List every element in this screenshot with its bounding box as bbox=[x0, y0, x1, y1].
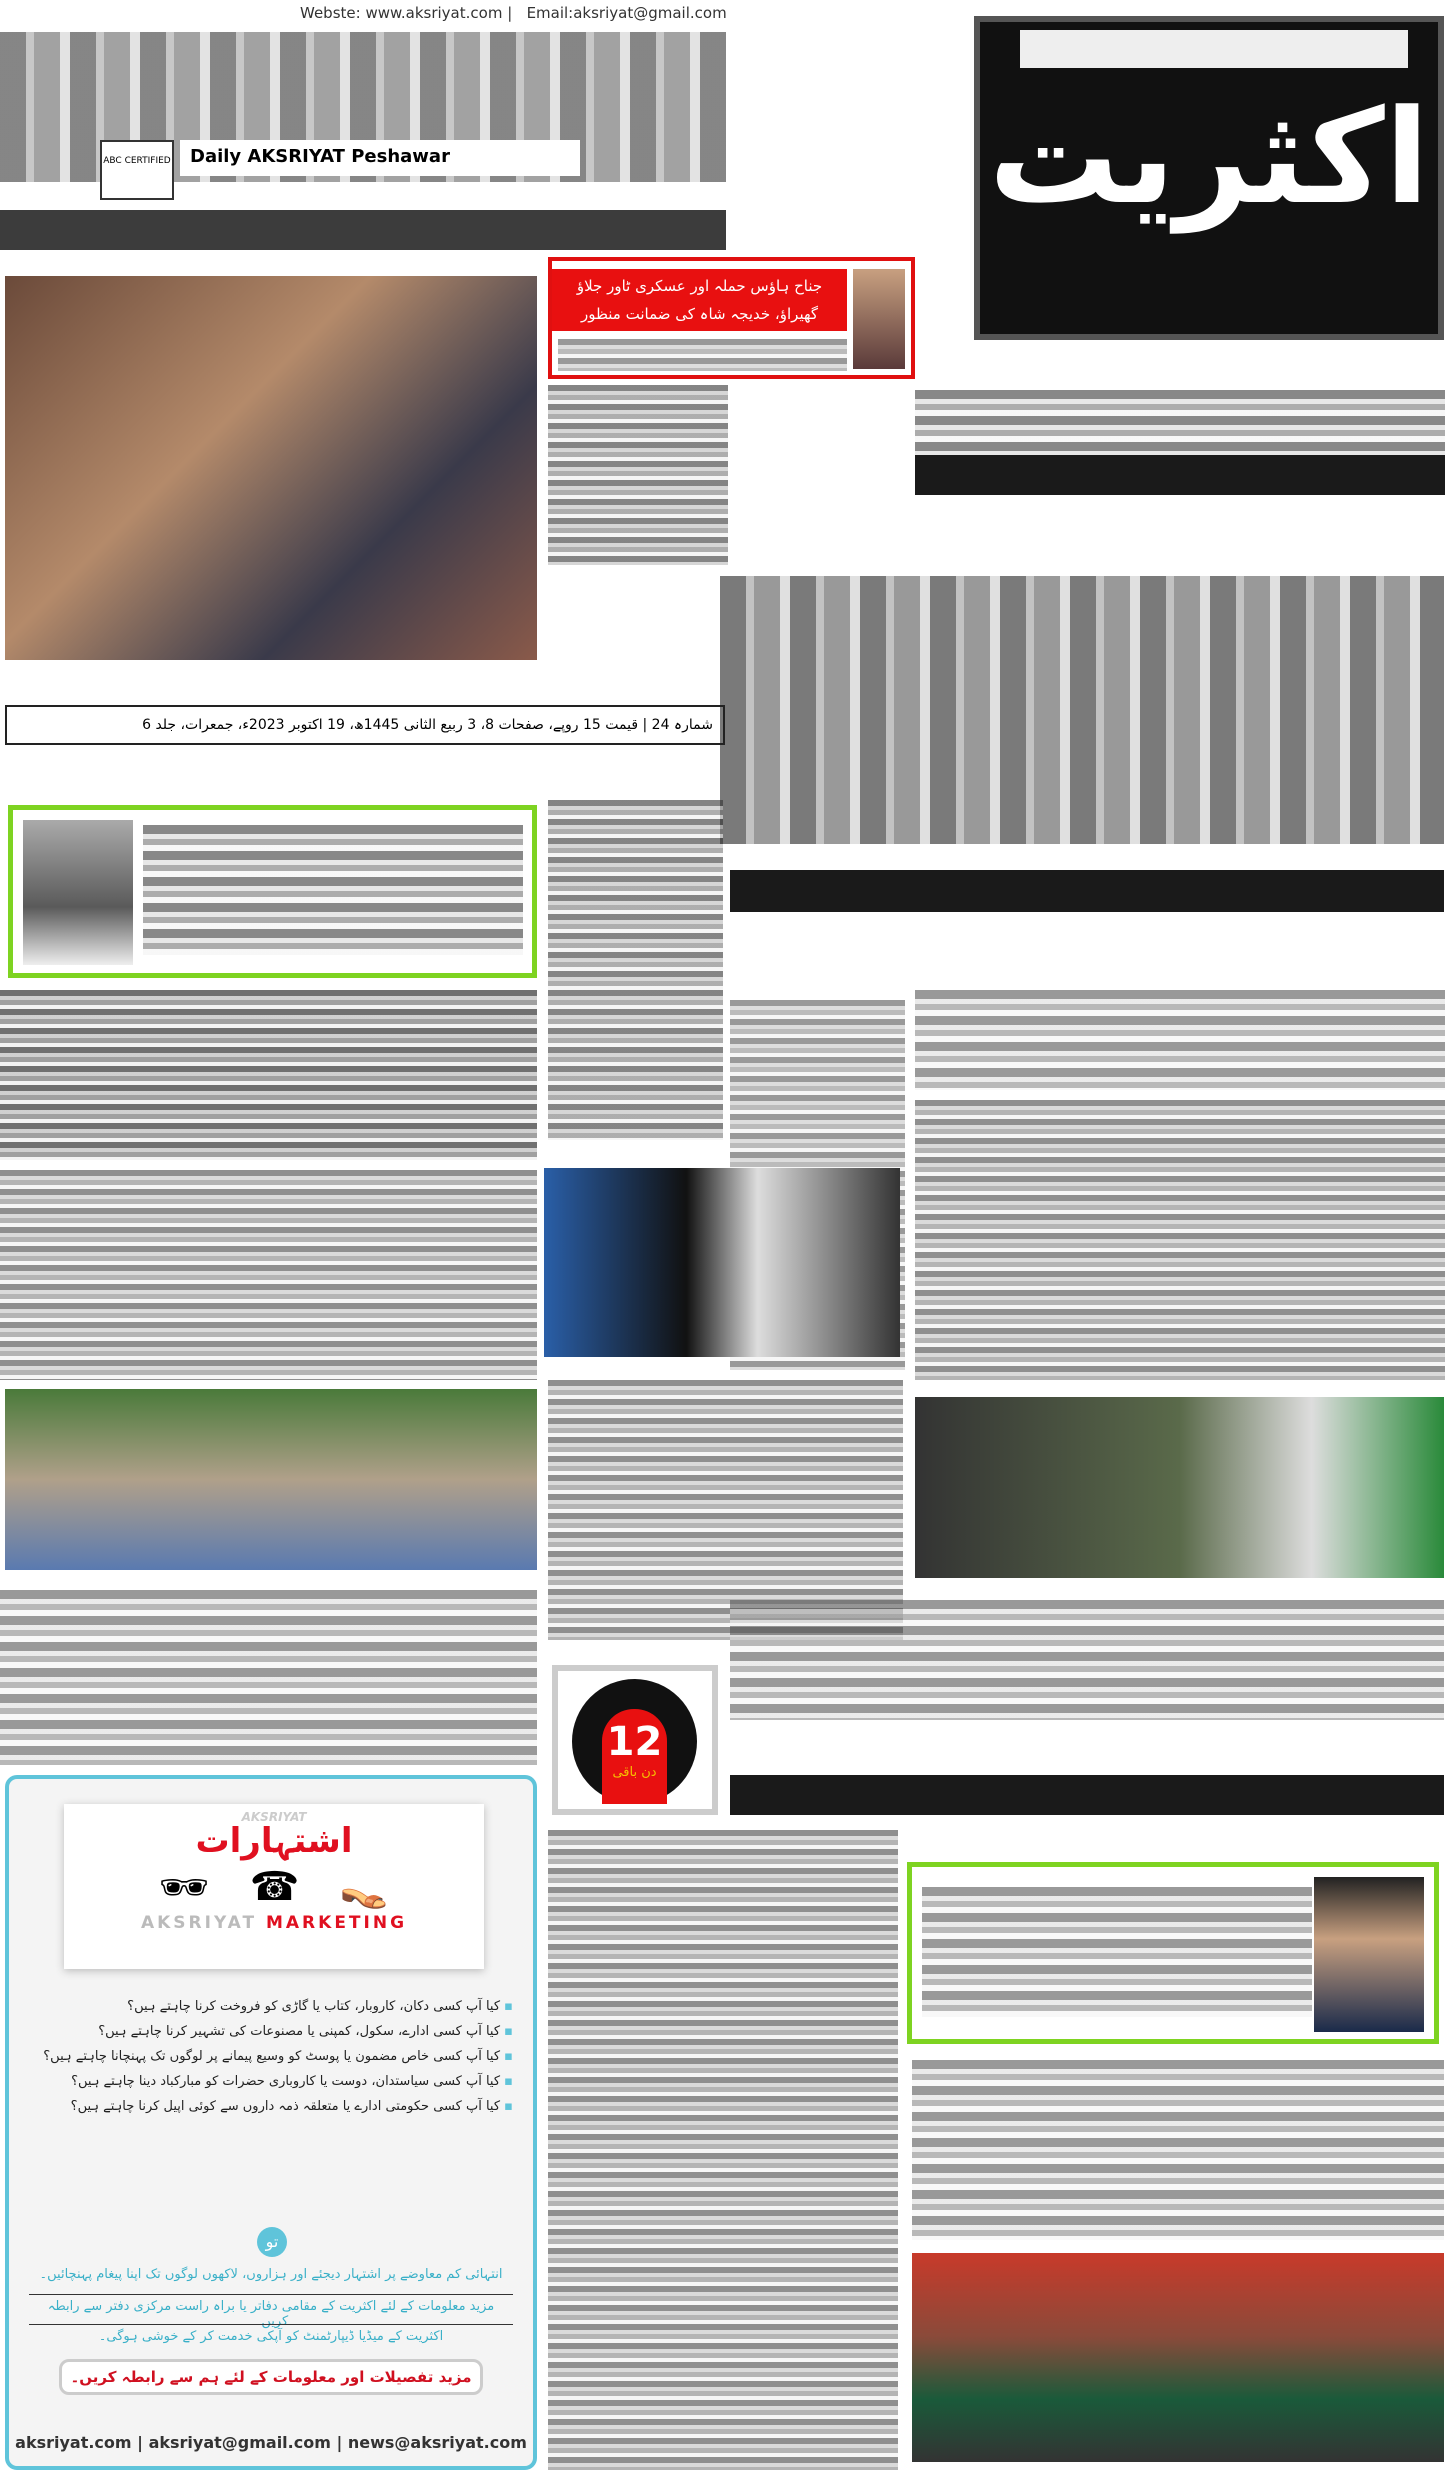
ad-line-1: انتہائی کم معاوضے پر اشتہار دیجئے اور ہزاروں، لاکھوں لوگوں تک اپنا پیغام پہنچائیں۔ bbox=[39, 2267, 503, 2282]
countdown-badge bbox=[552, 1665, 718, 1815]
ad-title: اشتہارات bbox=[195, 1821, 353, 1861]
children-event-photo bbox=[5, 1389, 537, 1570]
signing-ceremony-photo bbox=[912, 2253, 1444, 2462]
sunglasses-icon: 🕶 bbox=[158, 1865, 210, 1911]
main-subheadline bbox=[730, 870, 1444, 912]
ad-contact-footer: aksriyat.com | aksriyat@gmail.com | news@aksriyat.com bbox=[15, 2433, 527, 2452]
ad-line-2: مزید معلومات کے لئے اکثریت کے مقامی دفاتر یا براہ راست مرکزی دفتر سے رابطہ کریں۔ bbox=[29, 2294, 513, 2329]
person-photo bbox=[23, 820, 133, 965]
red-box-headline: جناح ہاؤس حملہ اور عسکری ٹاور جلاؤ گھیراؤ، خدیجہ شاہ کی ضمانت منظور bbox=[552, 269, 847, 331]
advertisement bbox=[5, 1775, 537, 2470]
person-photo bbox=[1314, 1877, 1424, 2032]
issue-number: شمارہ 24 bbox=[651, 717, 713, 733]
marketing-red: MARKETING bbox=[265, 1913, 408, 1933]
countdown-number: 12 bbox=[606, 1719, 663, 1765]
rally-leaders-photo bbox=[544, 1168, 900, 1357]
to-circle: تو bbox=[257, 2227, 287, 2257]
ad-question: ▪ کیا آپ کسی ادارے، سکول، کمپنی یا مصنوعات کی تشہیر کرنا چاہتے ہیں؟ bbox=[39, 2024, 513, 2039]
ad-question: ▪ کیا آپ کسی حکومتی ادارے یا متعلقہ ذمہ داروں سے کوئی اپیل کرنا چاہتے ہیں؟ bbox=[39, 2099, 513, 2114]
green-news-box-right bbox=[907, 1862, 1439, 2044]
masthead-logo: اکثریت bbox=[988, 81, 1430, 233]
ad-questions bbox=[39, 1989, 513, 2124]
date-details: قیمت 15 روپے، صفحات 8، 3 ربیع الثانی 1445ھ، 19 اکتوبر 2023ء، جمعرات، جلد 6 bbox=[142, 717, 639, 733]
countdown-label: دن باقی bbox=[612, 1765, 657, 1780]
ad-question: ▪ کیا آپ کسی سیاستدان، دوست یا کاروباری حضرات کو مبارکباد دینا چاہتے ہیں؟ bbox=[39, 2074, 513, 2089]
contact-line bbox=[300, 4, 727, 22]
english-name: Daily AKSRIYAT Peshawar bbox=[180, 140, 580, 176]
green-news-box-left bbox=[8, 805, 537, 978]
ad-question: ▪ کیا آپ کسی خاص مضمون یا پوسٹ کو وسیع پیمانے پر لوگوں تک پہنچانا چاہتے ہیں؟ bbox=[39, 2049, 513, 2064]
telephone-icon: ☎ bbox=[249, 1864, 300, 1910]
dateline: شمارہ 24 | قیمت 15 روپے، صفحات 8، 3 ربیع الثانی 1445ھ، 19 اکتوبر 2023ء، جمعرات، جلد 6 bbox=[5, 705, 725, 745]
email-text: Email:aksriyat@gmail.com bbox=[526, 4, 727, 22]
sandal-icon: 👡 bbox=[339, 1865, 390, 1911]
abc-certified-logo: ABC CERTIFIED bbox=[100, 140, 174, 200]
marketing-grey: AKSRIYAT bbox=[140, 1913, 258, 1933]
contact-cta: مزید تفصیلات اور معلومات کے لئے ہم سے رابطہ کریں۔ bbox=[59, 2359, 483, 2395]
person-photo bbox=[853, 269, 905, 369]
ad-brand: AKSRIYAT bbox=[241, 1810, 307, 1824]
ad-question: ▪ کیا آپ کسی دکان، کاروبار، کتاب یا گاڑی کو فروخت کرنا چاہتے ہیں؟ bbox=[39, 1999, 513, 2014]
ad-line-3: اکثریت کے میڈیا ڈیپارٹمنٹ کو آپکی خدمت کر کے خوشی ہوگی۔ bbox=[29, 2324, 513, 2344]
red-news-box bbox=[548, 257, 915, 379]
crowd-rally-photo bbox=[915, 1397, 1444, 1578]
main-headline bbox=[720, 576, 1444, 844]
meeting-photo bbox=[5, 276, 537, 660]
headline-bar bbox=[0, 210, 726, 250]
website-text: Webste: www.aksriyat.com | bbox=[300, 4, 513, 22]
masthead bbox=[974, 16, 1444, 340]
